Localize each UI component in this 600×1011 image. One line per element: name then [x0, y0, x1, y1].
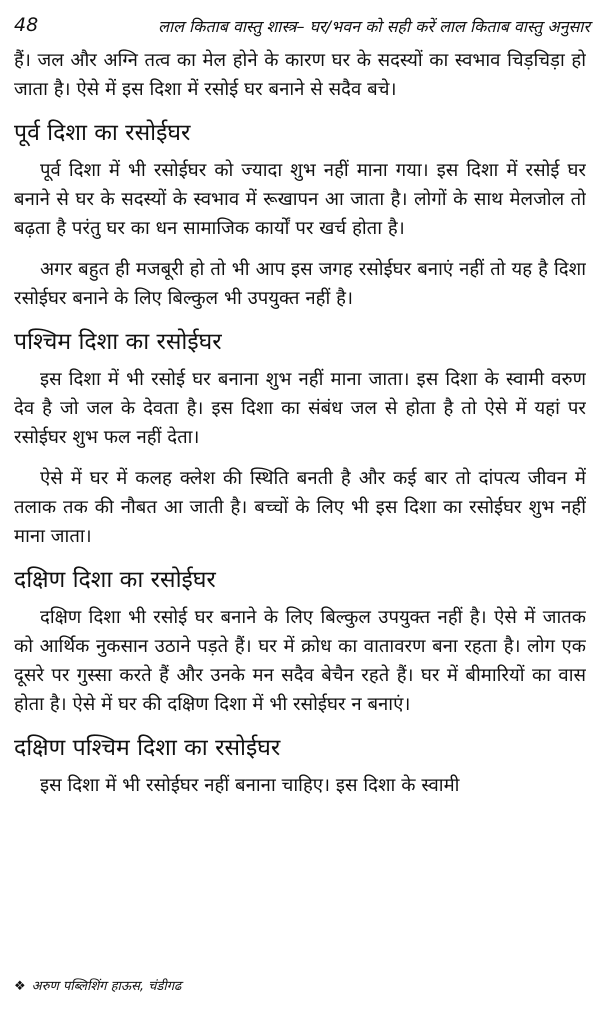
- paragraph-west-1: इस दिशा में भी रसोई घर बनाना शुभ नहीं माना जाता। इस दिशा के स्वामी वरुण देव है जो जल के देवता है। इस दिशा का संबंध जल से होता है तो ऐसे में यहां पर रसोईघर शुभ फल नहीं देता।: [14, 369, 586, 448]
- page-header: [10, 14, 590, 42]
- publisher-name: अरुण पब्लिशिंग हाऊस, चंडीगढ: [31, 979, 182, 994]
- heading-south-kitchen: दक्षिण दिशा का रसोईघर: [14, 567, 216, 593]
- paragraph-south-1: दक्षिण दिशा भी रसोई घर बनाने के लिए बिल्कुल उपयुक्त नहीं है। ऐसे में जातक को आर्थिक नुकसान उठाने पड़ते हैं। घर में क्रोध का वातावरण बना रहता है। लोग एक दूसरे पर गुस्सा करते हैं और उनके मन सदैव बेचैन रहते हैं। घर में बीमारियों का वास होता है। ऐसे में घर की दक्षिण दिशा में भी रसोईघर न बनाएं।: [14, 607, 586, 715]
- page-footer: [14, 976, 181, 1000]
- heading-east-kitchen: पूर्व दिशा का रसोईघर: [14, 120, 191, 146]
- paragraph-east-2: अगर बहुत ही मजबूरी हो तो भी आप इस जगह रसोईघर बनाएं नहीं तो यह है दिशा रसोईघर बनाने के लिए बिल्कुल भी उपयुक्त नहीं है।: [14, 259, 586, 309]
- running-title: लाल किताब वास्तु शास्त्र– घर/भवन को सही करें लाल किताब वास्तु अनुसार: [158, 17, 590, 36]
- footer-ornament-icon: ❖: [14, 979, 26, 994]
- paragraph-southwest-1: इस दिशा में भी रसोईघर नहीं बनाना चाहिए। इस दिशा के स्वामी: [40, 775, 460, 796]
- page-number: 48: [14, 14, 39, 36]
- paragraph-west-2: ऐसे में घर में कलह क्लेश की स्थिति बनती है और कई बार तो दांपत्य जीवन में तलाक तक की नौबत आ जाती है। बच्चों के लिए भी इस दिशा का रसोईघर शुभ नहीं माना जाता।: [14, 468, 586, 547]
- paragraph-east-1: पूर्व दिशा में भी रसोईघर को ज्यादा शुभ नहीं माना गया। इस दिशा में रसोई घर बनाने से घर के सदस्यों के स्वभाव में रूखापन आ जाता है। लोगों के साथ मेलजोल तो बढ़ता है परंतु घर का धन सामाजिक कार्यों पर खर्च होता है।: [14, 160, 586, 239]
- paragraph-intro: हैं। जल और अग्नि तत्व का मेल होने के कारण घर के सदस्यों का स्वभाव चिड़चिड़ा हो जाता है। ऐसे में इस दिशा में रसोई घर बनाने से सदैव बचे।: [14, 50, 586, 100]
- page-body: [14, 46, 586, 962]
- heading-west-kitchen: पश्चिम दिशा का रसोईघर: [14, 329, 222, 355]
- heading-southwest-kitchen: दक्षिण पश्चिम दिशा का रसोईघर: [14, 735, 281, 761]
